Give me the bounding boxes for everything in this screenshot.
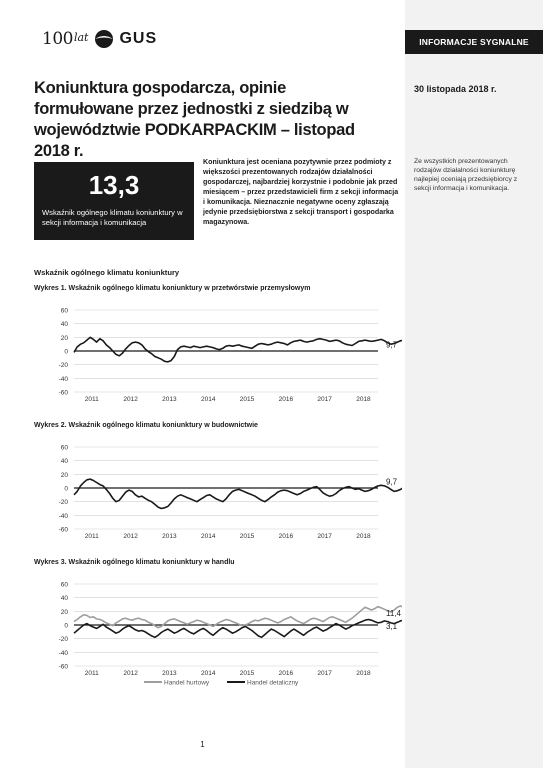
y-tick-label: -60 xyxy=(58,389,68,397)
x-tick-label: 2011 xyxy=(84,533,99,540)
end-value-label: 9,7 xyxy=(386,477,398,487)
x-tick-label: 2017 xyxy=(317,396,332,403)
x-tick-label: 2012 xyxy=(123,533,138,540)
y-tick-label: -40 xyxy=(58,512,68,520)
y-tick-label: 20 xyxy=(60,471,68,479)
y-tick-label: 60 xyxy=(60,444,68,452)
y-tick-label: 40 xyxy=(60,458,68,466)
x-tick-label: 2014 xyxy=(200,533,216,540)
sidebar-panel xyxy=(405,0,543,768)
chart-2 xyxy=(32,437,402,549)
x-tick-label: 2018 xyxy=(356,396,371,403)
y-tick-label: 40 xyxy=(60,321,68,329)
y-tick-label: -20 xyxy=(58,636,68,644)
kpi-box xyxy=(34,162,194,240)
y-tick-label: 0 xyxy=(64,485,68,493)
sidebar-note: Ze wszystkich prezentowanych rodzajów działalności koniunkturę najlepiej oceniają przedsiębiorcy z sekcji informacja i komunikacja. xyxy=(414,158,518,192)
end-value-label: 3,1 xyxy=(386,621,398,631)
x-tick-label: 2015 xyxy=(239,670,255,677)
legend-label: Handel hurtowy xyxy=(164,679,210,686)
logo-brand: GUS xyxy=(119,30,158,47)
y-tick-label: -40 xyxy=(58,649,68,657)
chart-1 xyxy=(32,300,402,412)
x-tick-label: 2015 xyxy=(239,533,255,540)
series-line-2 xyxy=(74,620,402,638)
x-tick-label: 2018 xyxy=(356,533,371,540)
x-tick-label: 2014 xyxy=(200,396,216,403)
kpi-value: 13,3 xyxy=(88,170,140,200)
x-tick-label: 2017 xyxy=(317,533,332,540)
x-tick-label: 2013 xyxy=(162,670,177,677)
x-tick-label: 2011 xyxy=(84,670,99,677)
logo-script: lat xyxy=(73,30,89,44)
y-tick-label: 0 xyxy=(64,622,68,630)
x-tick-label: 2016 xyxy=(278,533,294,540)
end-value-label: 11,4 xyxy=(386,609,401,619)
section-heading: Wskaźnik ogólnego klimatu koniunktury xyxy=(34,268,180,277)
y-tick-label: -20 xyxy=(58,499,68,507)
legend-label: Handel detaliczny xyxy=(247,679,299,686)
y-tick-label: 20 xyxy=(60,608,68,616)
x-tick-label: 2013 xyxy=(162,533,177,540)
x-tick-label: 2016 xyxy=(278,396,294,403)
y-tick-label: 20 xyxy=(60,334,68,342)
y-tick-label: 60 xyxy=(60,307,68,315)
y-tick-label: 60 xyxy=(60,581,68,589)
gus-emblem-icon xyxy=(94,29,114,49)
gus-logo xyxy=(42,26,157,52)
x-tick-label: 2012 xyxy=(123,396,138,403)
chart-3-title: Wykres 3. Wskaźnik ogólnego klimatu koniunktury w handlu xyxy=(34,559,235,566)
page-number: 1 xyxy=(200,740,205,749)
intro-paragraph: Koniunktura jest oceniana pozytywnie przez podmioty z większości prezentowanych rodzajów działalności gospodarczej, najbardziej korzystnie i podobnie jak przed miesiącem – przez przedstawicieli firm z sekcji informacja i komunikacja. Nieznacznie negatywne oceny zgłaszają jedynie przedsiębiorstwa z sekcji transport i gospodarka magazynowa. xyxy=(203,158,399,226)
chart-1-title: Wykres 1. Wskaźnik ogólnego klimatu koniunktury w przetwórstwie przemysłowym xyxy=(34,285,311,292)
y-tick-label: -60 xyxy=(58,663,68,671)
x-tick-label: 2016 xyxy=(278,670,294,677)
x-tick-label: 2014 xyxy=(200,670,216,677)
x-tick-label: 2012 xyxy=(123,670,138,677)
page-title: Koniunktura gospodarcza, opinie formułowane przez jednostki z siedzibą w województwie PODKARPACKIM – listopad 2018 r. xyxy=(34,79,355,160)
series-line-1 xyxy=(74,337,402,362)
publication-type-badge: INFORMACJE SYGNALNE xyxy=(405,30,543,54)
x-tick-label: 2018 xyxy=(356,670,371,677)
logo-number: 100 xyxy=(42,29,73,49)
y-tick-label: 0 xyxy=(64,348,68,356)
publication-date: 30 listopada 2018 r. xyxy=(414,84,497,94)
x-tick-label: 2011 xyxy=(84,396,99,403)
y-tick-label: -60 xyxy=(58,526,68,534)
y-tick-label: -20 xyxy=(58,362,68,370)
x-tick-label: 2017 xyxy=(317,670,332,677)
x-tick-label: 2015 xyxy=(239,396,255,403)
end-value-label: 9,7 xyxy=(386,340,398,350)
y-tick-label: -40 xyxy=(58,375,68,383)
y-tick-label: 40 xyxy=(60,595,68,603)
series-line-1 xyxy=(74,476,402,508)
chart-3 xyxy=(32,574,402,686)
kpi-label: Wskaźnik ogólnego klimatu koniunktury w sekcji informacja i komunikacja xyxy=(42,208,183,227)
x-tick-label: 2013 xyxy=(162,396,177,403)
chart-2-title: Wykres 2. Wskaźnik ogólnego klimatu koniunktury w budownictwie xyxy=(34,422,258,429)
